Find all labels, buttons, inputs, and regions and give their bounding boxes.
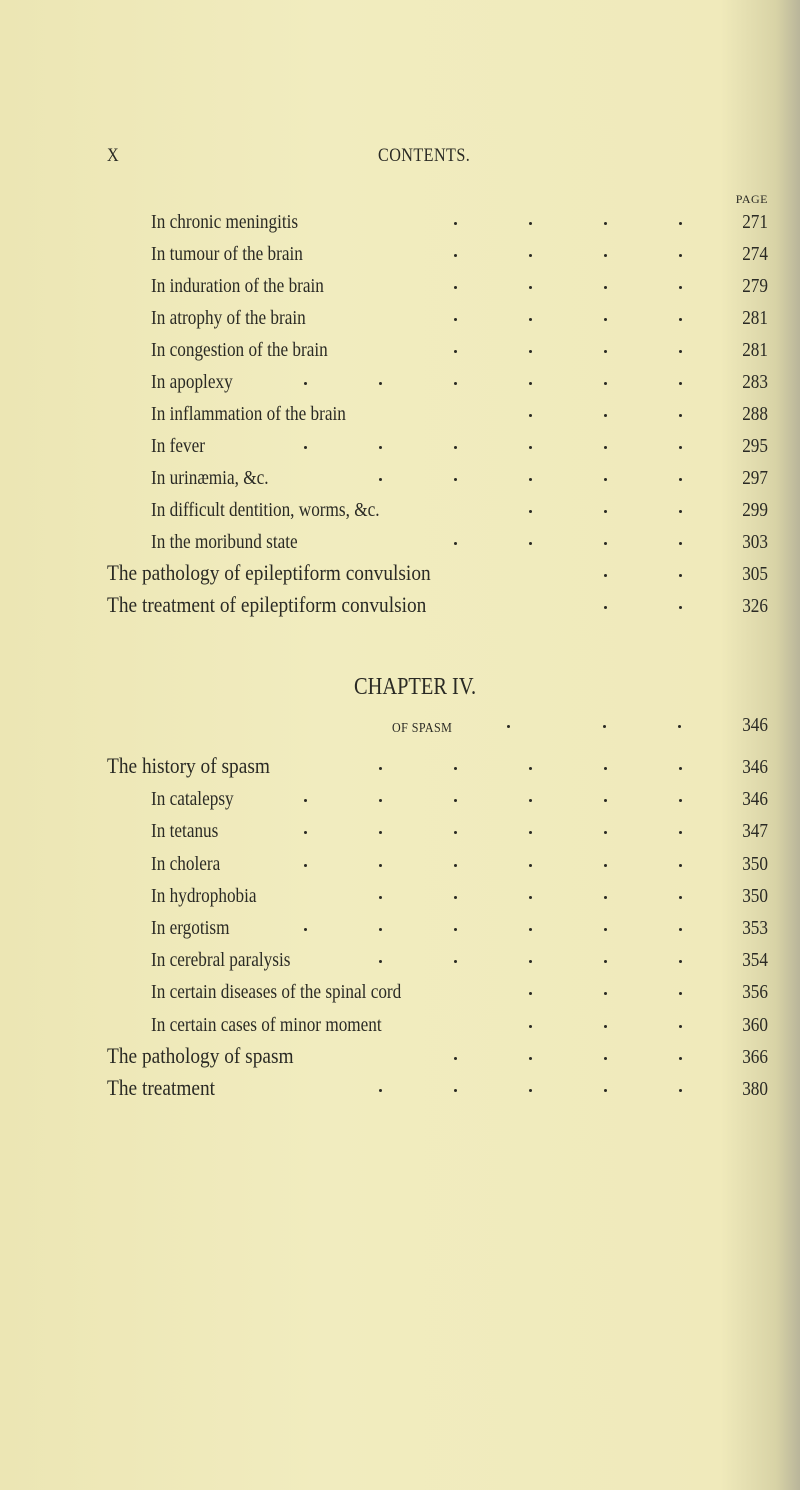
- leader-dot: [679, 1057, 682, 1060]
- leader-dot: [529, 831, 532, 834]
- toc-entry-label: The treatment of epileptiform convulsion: [107, 592, 427, 617]
- leader-dot: [679, 318, 682, 321]
- leader-dot: [679, 767, 682, 770]
- toc-entry-label: In fever: [151, 435, 205, 457]
- toc-entry-page: 281: [742, 339, 768, 361]
- toc-entry-page: 279: [742, 275, 768, 297]
- leader-dot: [454, 864, 457, 867]
- toc-entry[interactable]: [0, 852, 800, 880]
- leader-dot: [529, 1089, 532, 1092]
- leader-dot: [304, 928, 307, 931]
- leader-dot: [604, 992, 607, 995]
- leader-dot: [604, 1025, 607, 1028]
- leader-dot: [679, 1089, 682, 1092]
- leader-dot: [529, 1025, 532, 1028]
- leader-dot: [603, 725, 606, 728]
- leader-dot: [679, 446, 682, 449]
- leader-dot: [679, 992, 682, 995]
- toc-entry-page: 380: [742, 1078, 768, 1100]
- leader-dot: [454, 446, 457, 449]
- toc-entry-label: In apoplexy: [151, 371, 233, 393]
- leader-dot: [454, 831, 457, 834]
- leader-dot: [679, 1025, 682, 1028]
- leader-dot: [679, 414, 682, 417]
- leader-dot: [454, 1089, 457, 1092]
- leader-dot: [679, 574, 682, 577]
- leader-dot: [454, 896, 457, 899]
- toc-entry[interactable]: [0, 466, 800, 494]
- leader-dot: [379, 864, 382, 867]
- leader-dot: [679, 831, 682, 834]
- toc-entry-page: 297: [742, 467, 768, 489]
- leader-dot: [679, 350, 682, 353]
- leader-dot: [454, 1057, 457, 1060]
- leader-dot: [529, 350, 532, 353]
- toc-entry[interactable]: [0, 948, 800, 976]
- leader-dot: [454, 382, 457, 385]
- leader-dot: [454, 542, 457, 545]
- toc-entry-page: 346: [742, 756, 768, 778]
- toc-entry-page: 326: [742, 595, 768, 617]
- toc-entry[interactable]: [0, 434, 800, 462]
- toc-entry[interactable]: [0, 884, 800, 912]
- leader-dot: [379, 831, 382, 834]
- toc-entry-label: The treatment: [107, 1075, 216, 1100]
- leader-dot: [679, 606, 682, 609]
- leader-dot: [454, 767, 457, 770]
- toc-entry-page: 360: [742, 1013, 768, 1036]
- leader-dot: [379, 478, 382, 481]
- toc-entry[interactable]: [0, 787, 800, 815]
- toc-entry-label: In the moribund state: [151, 531, 298, 553]
- leader-dot: [679, 928, 682, 931]
- leader-dot: [454, 960, 457, 963]
- leader-dot: [529, 222, 532, 225]
- chapter-subtitle-row: [0, 713, 800, 741]
- leader-dot: [604, 254, 607, 257]
- leader-dot: [604, 1089, 607, 1092]
- toc-entry-page: 353: [742, 917, 768, 939]
- leader-dot: [379, 446, 382, 449]
- toc-entry-page: 283: [742, 371, 768, 393]
- toc-entry[interactable]: [0, 370, 800, 398]
- leader-dot: [507, 725, 510, 728]
- toc-entry[interactable]: [0, 242, 800, 270]
- leader-dot: [529, 960, 532, 963]
- leader-dot: [604, 414, 607, 417]
- leader-dot: [604, 896, 607, 899]
- toc-entry-label: In catalepsy: [151, 788, 234, 811]
- leader-dot: [379, 382, 382, 385]
- leader-dot: [529, 254, 532, 257]
- toc-entry[interactable]: [0, 819, 800, 847]
- toc-entry-label: In induration of the brain: [151, 275, 324, 297]
- toc-entry[interactable]: [0, 980, 800, 1008]
- leader-dot: [304, 799, 307, 802]
- toc-entry-label: In certain diseases of the spinal cord: [151, 981, 402, 1004]
- leader-dot: [529, 767, 532, 770]
- leader-dot: [529, 864, 532, 867]
- toc-entry[interactable]: [0, 916, 800, 944]
- toc-entry-label: In cholera: [151, 852, 221, 875]
- chapter-subtitle: OF SPASM: [392, 721, 453, 736]
- leader-dot: [379, 1089, 382, 1092]
- chapter-page: 346: [742, 714, 768, 736]
- toc-entry-page: 305: [742, 563, 768, 585]
- leader-dot: [604, 606, 607, 609]
- toc-entry[interactable]: [0, 1042, 800, 1073]
- leader-dot: [679, 478, 682, 481]
- leader-dot: [529, 286, 532, 289]
- toc-entry[interactable]: [0, 530, 800, 558]
- toc-entry-label: In chronic meningitis: [151, 211, 299, 233]
- leader-dot: [678, 725, 681, 728]
- leader-dot: [529, 1057, 532, 1060]
- leader-dot: [454, 286, 457, 289]
- leader-dot: [604, 446, 607, 449]
- leader-dot: [679, 799, 682, 802]
- leader-dot: [604, 286, 607, 289]
- leader-dot: [529, 928, 532, 931]
- toc-entry-page: 299: [742, 499, 768, 521]
- leader-dot: [604, 960, 607, 963]
- leader-dot: [604, 350, 607, 353]
- leader-dot: [679, 960, 682, 963]
- toc-entry-page: 281: [742, 307, 768, 329]
- leader-dot: [454, 799, 457, 802]
- leader-dot: [679, 286, 682, 289]
- toc-entry-page: 271: [742, 211, 768, 233]
- toc-entry-label: The history of spasm: [107, 753, 270, 778]
- page-title: CONTENTS.: [378, 145, 471, 166]
- leader-dot: [529, 799, 532, 802]
- leader-dot: [604, 510, 607, 513]
- leader-dot: [379, 960, 382, 963]
- toc-entry[interactable]: [0, 1077, 800, 1105]
- toc-entry[interactable]: [0, 338, 800, 366]
- toc-entry-label: In tumour of the brain: [151, 243, 303, 265]
- leader-dot: [529, 896, 532, 899]
- leader-dot: [679, 896, 682, 899]
- leader-dot: [529, 478, 532, 481]
- leader-dot: [529, 414, 532, 417]
- toc-entry-page: 274: [742, 243, 768, 265]
- leader-dot: [604, 222, 607, 225]
- toc-entry[interactable]: [0, 274, 800, 302]
- leader-dot: [604, 799, 607, 802]
- leader-dot: [679, 542, 682, 545]
- toc-entry[interactable]: [0, 306, 800, 334]
- toc-entry-page: 356: [742, 981, 768, 1004]
- leader-dot: [529, 992, 532, 995]
- leader-dot: [454, 318, 457, 321]
- leader-dot: [304, 382, 307, 385]
- leader-dot: [304, 864, 307, 867]
- toc-entry[interactable]: [0, 210, 800, 238]
- leader-dot: [379, 896, 382, 899]
- page-column-label: PAGE: [735, 192, 768, 206]
- leader-dot: [604, 318, 607, 321]
- leader-dot: [529, 382, 532, 385]
- leader-dot: [604, 478, 607, 481]
- leader-dot: [679, 382, 682, 385]
- toc-entry-page: 354: [742, 949, 768, 972]
- toc-entry-page: 350: [742, 852, 768, 875]
- leader-dot: [454, 350, 457, 353]
- leader-dot: [679, 254, 682, 257]
- toc-entry[interactable]: [0, 498, 800, 526]
- toc-entry-label: In inflammation of the brain: [151, 403, 346, 425]
- leader-dot: [304, 831, 307, 834]
- toc-entry-page: 288: [742, 403, 768, 425]
- toc-entry-label: In cerebral paralysis: [151, 949, 291, 972]
- toc-entry-label: In tetanus: [151, 820, 219, 843]
- toc-entry-label: In atrophy of the brain: [151, 307, 306, 329]
- leader-dot: [604, 928, 607, 931]
- toc-entry-label: In certain cases of minor moment: [151, 1013, 382, 1036]
- toc-entry[interactable]: [0, 1013, 800, 1041]
- toc-entry-label: In ergotism: [151, 917, 230, 939]
- leader-dot: [379, 928, 382, 931]
- leader-dot: [454, 222, 457, 225]
- page-number: X: [107, 145, 120, 166]
- leader-dot: [604, 831, 607, 834]
- toc-entry-page: 346: [742, 788, 768, 811]
- leader-dot: [604, 542, 607, 545]
- leader-dot: [304, 446, 307, 449]
- toc-entry[interactable]: [0, 402, 800, 430]
- toc-entry[interactable]: [0, 755, 800, 783]
- leader-dot: [604, 864, 607, 867]
- toc-entry-label: In congestion of the brain: [151, 339, 328, 361]
- toc-entry[interactable]: [0, 594, 800, 622]
- toc-entry-label: In hydrophobia: [151, 884, 257, 907]
- leader-dot: [379, 767, 382, 770]
- toc-entry-label: The pathology of epileptiform convulsion: [107, 560, 431, 585]
- leader-dot: [379, 799, 382, 802]
- leader-dot: [679, 222, 682, 225]
- chapter-title: CHAPTER IV.: [354, 674, 477, 700]
- leader-dot: [604, 574, 607, 577]
- leader-dot: [529, 318, 532, 321]
- toc-entry-page: 350: [742, 884, 768, 907]
- toc-entry-page: 347: [742, 820, 768, 843]
- leader-dot: [529, 510, 532, 513]
- leader-dot: [454, 254, 457, 257]
- toc-entry-label: The pathology of spasm: [107, 1042, 294, 1068]
- leader-dot: [604, 382, 607, 385]
- leader-dot: [529, 542, 532, 545]
- leader-dot: [679, 510, 682, 513]
- toc-entry[interactable]: [0, 562, 800, 590]
- leader-dot: [454, 928, 457, 931]
- toc-entry-label: In difficult dentition, worms, &c.: [151, 499, 380, 521]
- leader-dot: [454, 478, 457, 481]
- toc-entry-label: In urinæmia, &c.: [151, 467, 269, 489]
- toc-entry-page: 295: [742, 435, 768, 457]
- toc-entry-page: 366: [742, 1045, 768, 1068]
- leader-dot: [529, 446, 532, 449]
- leader-dot: [679, 864, 682, 867]
- leader-dot: [604, 1057, 607, 1060]
- toc-entry-page: 303: [742, 531, 768, 553]
- leader-dot: [604, 767, 607, 770]
